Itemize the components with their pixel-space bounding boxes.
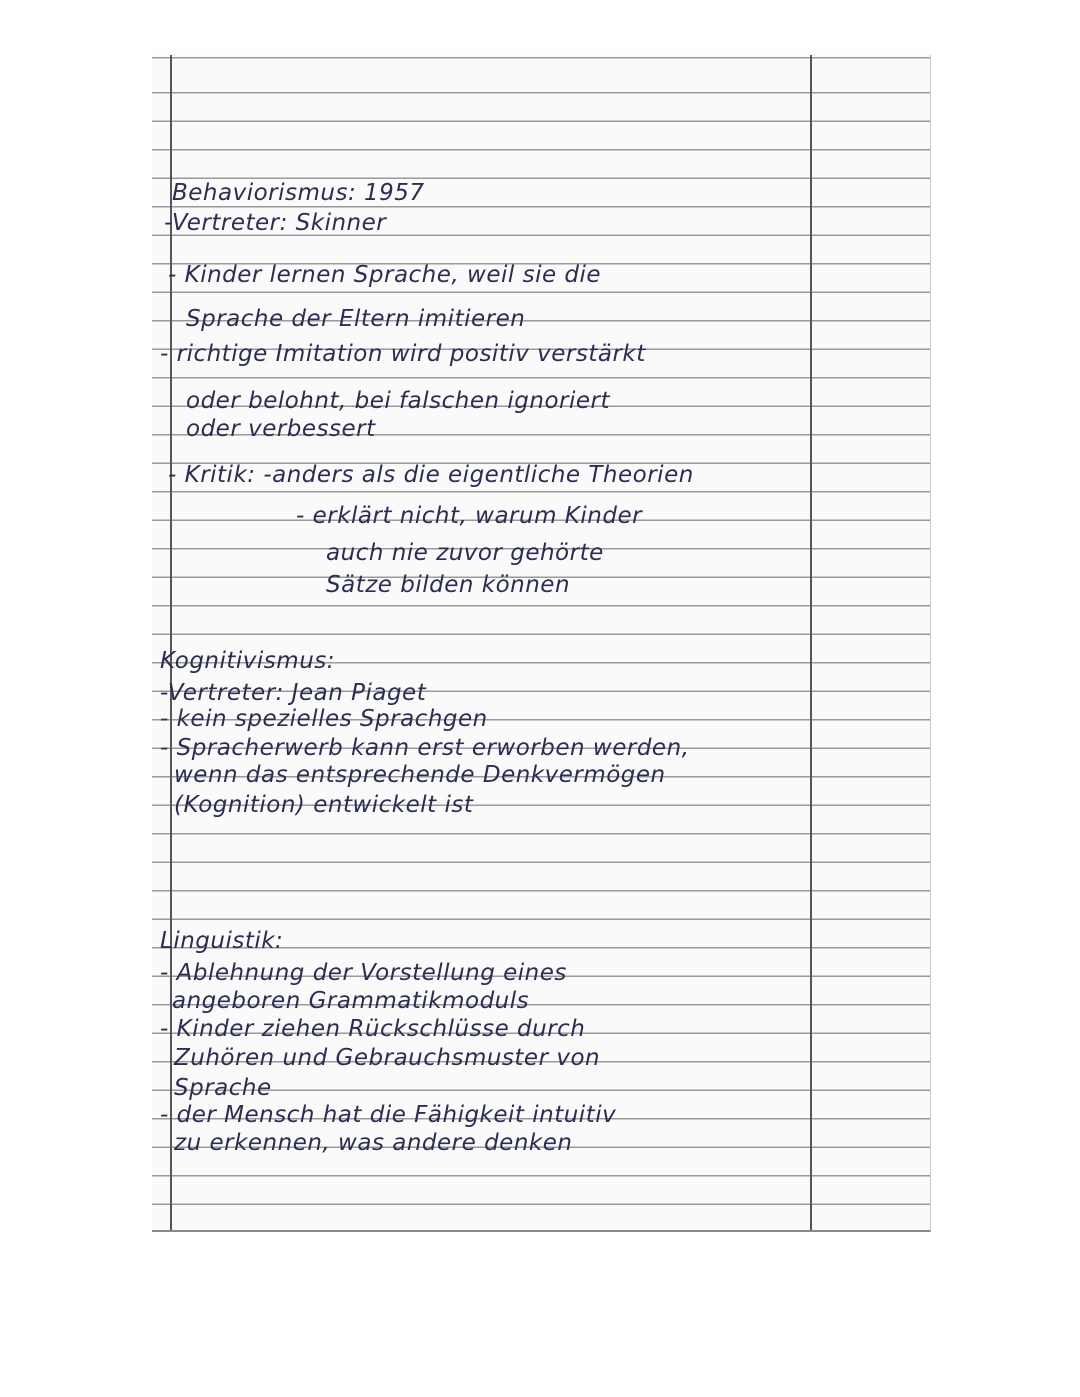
heading-behaviorismus: Behaviorismus: 1957	[172, 180, 425, 206]
note-line: wenn das entsprechende Denkvermögen	[174, 762, 666, 788]
note-line: - Kinder ziehen Rückschlüsse durch	[160, 1016, 586, 1042]
note-line: - kein spezielles Sprachgen	[160, 706, 488, 732]
note-line: (Kognition) entwickelt ist	[174, 792, 474, 818]
note-line: - Spracherwerb kann erst erworben werden,	[160, 735, 690, 761]
heading-kognitivismus: Kognitivismus:	[160, 648, 336, 674]
note-line: - der Mensch hat die Fähigkeit intuitiv	[160, 1102, 617, 1128]
note-line: - Ablehnung der Vorstellung eines	[160, 960, 567, 986]
note-line: zu erkennen, was andere denken	[174, 1130, 573, 1156]
note-line: Sprache der Eltern imitieren	[186, 306, 526, 332]
note-line: - Kinder lernen Sprache, weil sie die	[168, 262, 602, 288]
note-line: -Vertreter: Skinner	[164, 210, 387, 236]
note-line: auch nie zuvor gehörte	[326, 540, 604, 566]
note-line: - richtige Imitation wird positiv verstärkt	[160, 341, 646, 367]
heading-linguistik: Linguistik:	[160, 928, 284, 954]
note-line: - Kritik: -anders als die eigentliche Theorien	[168, 462, 694, 488]
note-line: Sätze bilden können	[326, 572, 571, 598]
note-line: oder verbessert	[186, 416, 376, 442]
note-line: Sprache	[174, 1075, 272, 1101]
note-line: oder belohnt, bei falschen ignoriert	[186, 388, 610, 414]
note-line: Zuhören und Gebrauchsmuster von	[174, 1045, 601, 1071]
note-line: - erklärt nicht, warum Kinder	[296, 503, 643, 529]
note-line: -Vertreter: Jean Piaget	[160, 680, 427, 706]
right-margin-line	[810, 55, 812, 1230]
note-line: angeboren Grammatikmoduls	[172, 988, 530, 1014]
